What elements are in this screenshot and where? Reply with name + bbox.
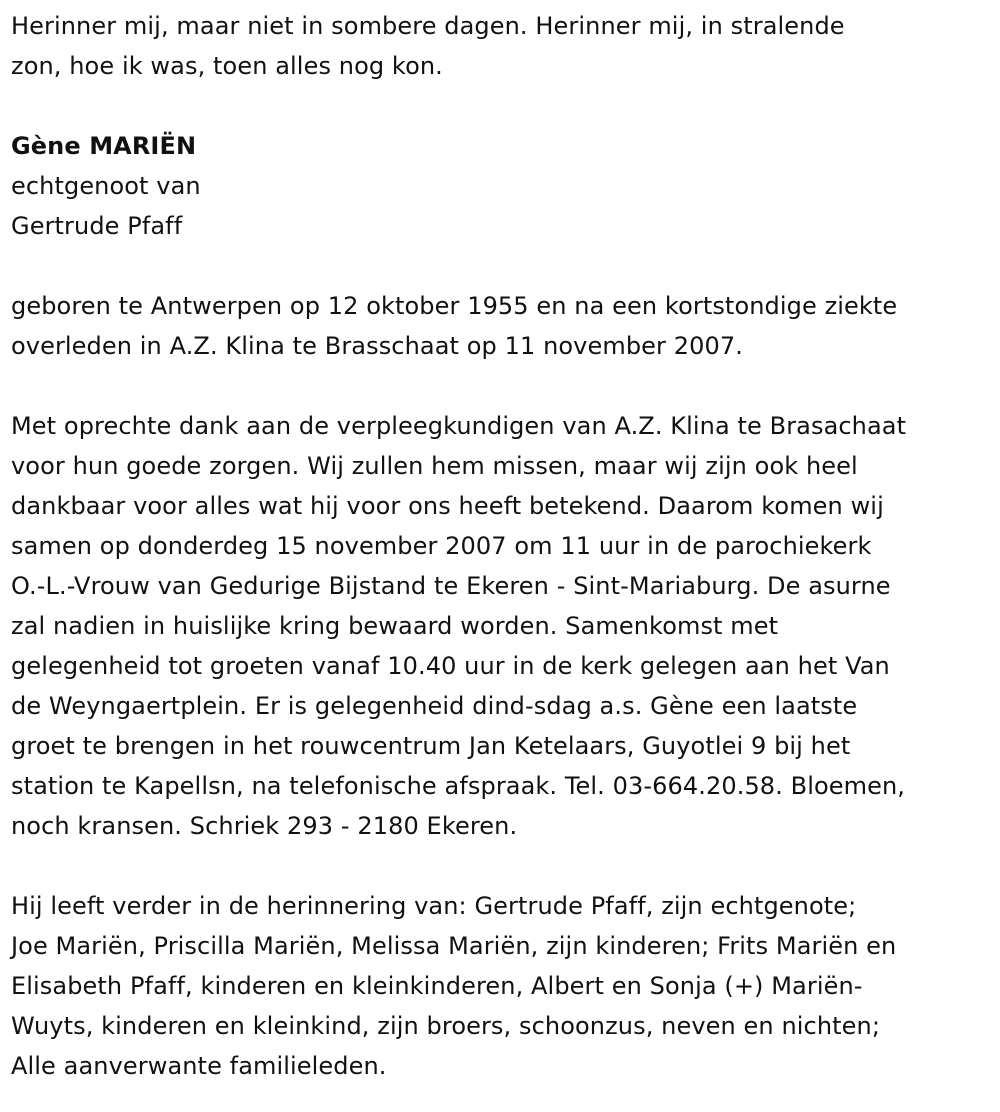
relation-text: echtgenoot van: [11, 172, 201, 200]
deceased-name: Gène MARIËN: [11, 132, 197, 160]
birth-death-paragraph: geboren te Antwerpen op 12 oktober 1955 en na een kortstondige ziekte overleden in A.Z. Klina te Brasschaat op 11 november 2007.: [11, 292, 898, 360]
survivors-paragraph: Hij leeft verder in de herinnering van: Gertrude Pfaff, zijn echtgenote; Joe Mariën, Priscilla Mariën, Melissa Mariën, zijn kinderen; Frits Mariën en Elisabeth Pfaff, kinderen en kleinkinderen, Albert en Sonja (+) Mariën- Wuyts, kinderen en kleinkind, zijn broers, schoonzus, neven en nichten; Alle aanverwante familieleden.: [11, 892, 897, 1080]
spouse-name: Gertrude Pfaff: [11, 212, 183, 240]
obituary-document: [11, 6, 993, 1086]
thanks-paragraph: Met oprechte dank aan de verpleegkundigen van A.Z. Klina te Brasachaat voor hun goede zorgen. Wij zullen hem missen, maar wij zijn ook heel dankbaar voor alles wat hij voor ons heeft betekend. Daarom komen wij samen op donderdeg 15 november 2007 om 11 uur in de parochiekerk O.-L.-Vrouw van Gedurige Bijstand te Ekeren - Sint-Mariaburg. De asurne zal nadien in huislijke kring bewaard worden. Samenkomst met gelegenheid tot groeten vanaf 10.40 uur in de kerk gelegen aan het Van de Weyngaertplein. Er is gelegenheid dind-sdag a.s. Gène een laatste groet te brengen in het rouwcentrum Jan Ketelaars, Guyotlei 9 bij het station te Kapellsn, na telefonische afspraak. Tel. 03-664.20.58. Bloemen, noch kransen. Schriek 293 - 2180 Ekeren.: [11, 412, 907, 840]
intro-quote: Herinner mij, maar niet in sombere dagen. Herinner mij, in stralende zon, hoe ik was, toen alles nog kon.: [11, 12, 845, 80]
spacer: [11, 846, 993, 886]
spacer: [11, 366, 993, 406]
spacer: [11, 86, 993, 126]
spacer: [11, 246, 993, 286]
